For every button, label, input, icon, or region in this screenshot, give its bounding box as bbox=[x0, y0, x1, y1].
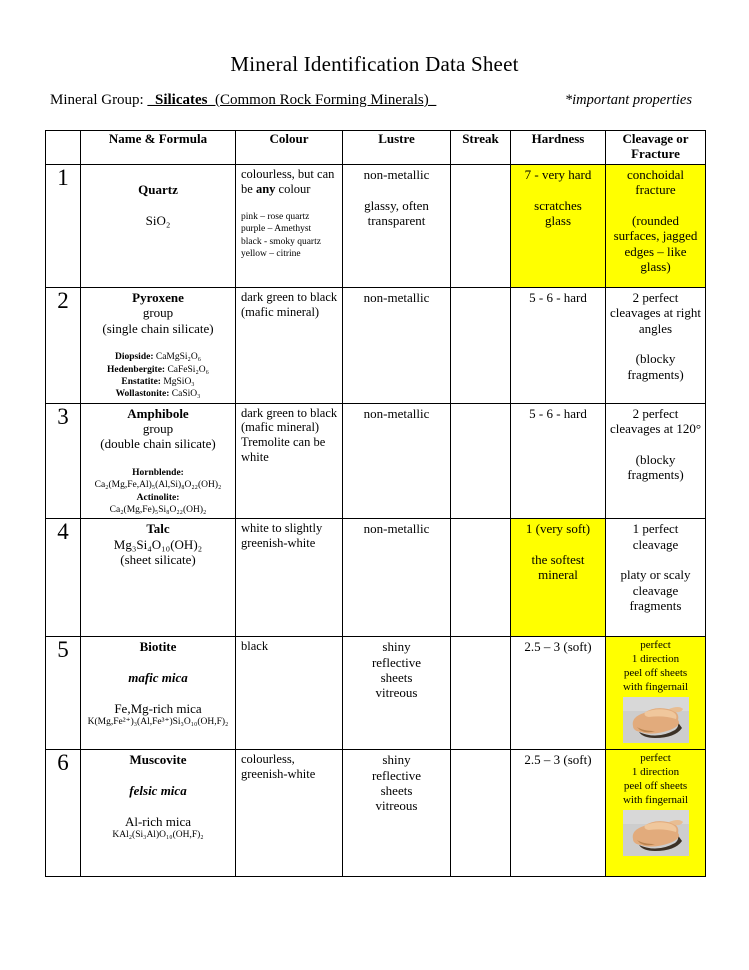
cell-name-formula bbox=[81, 164, 236, 287]
cell-line: sheets bbox=[380, 669, 413, 685]
cell-line: (blocky fragments) bbox=[627, 351, 684, 382]
column-header-4: Streak bbox=[451, 131, 511, 165]
cell-line: 1 direction bbox=[631, 653, 680, 665]
cell-line: SiO₂ bbox=[145, 212, 171, 228]
cell-line: Pyroxene bbox=[132, 289, 184, 305]
page-title: Mineral Identification Data Sheet bbox=[230, 52, 519, 76]
cell-line: purple – Amethyst bbox=[241, 224, 312, 235]
cell-line bbox=[84, 167, 232, 182]
cell-line: Muscovite bbox=[129, 752, 187, 768]
cell-line: 2.5 – 3 (soft) bbox=[524, 639, 592, 655]
cell-colour bbox=[236, 403, 343, 519]
cell-line-part: CaSiO₃ bbox=[171, 389, 201, 400]
cell-line bbox=[84, 685, 232, 700]
cell-line bbox=[84, 452, 232, 467]
cell-cleavage bbox=[606, 637, 706, 750]
cell-line: Hornblende: bbox=[132, 467, 184, 478]
cell-line: black bbox=[241, 639, 269, 654]
column-header-3: Lustre bbox=[343, 131, 451, 165]
important-properties-note: *important properties bbox=[564, 92, 692, 108]
cell-line: perfect bbox=[640, 639, 671, 652]
table-row bbox=[46, 637, 706, 750]
row-number: 6 bbox=[46, 750, 81, 877]
cell-line: Ca₂(Mg,Fe)₅Si₈O₂₂(OH)₂ bbox=[109, 504, 207, 515]
cell-line: platy or scaly cleavage fragments bbox=[620, 567, 691, 613]
cell-line: dark green to black (mafic mineral) bbox=[241, 289, 338, 319]
table-row bbox=[46, 519, 706, 637]
cell-line: colourless, greenish-white bbox=[241, 752, 316, 781]
cell-cleavage bbox=[606, 519, 706, 637]
cell-line: scratches bbox=[534, 197, 582, 213]
cell-line: non-metallic bbox=[363, 166, 430, 182]
cell-line bbox=[346, 182, 447, 197]
cell-lustre bbox=[343, 750, 451, 877]
cell-line: (single chain silicate) bbox=[102, 320, 214, 336]
cell-line: vitreous bbox=[375, 685, 418, 701]
cell-line bbox=[84, 198, 232, 213]
table-row bbox=[46, 287, 706, 403]
cell-line: K(Mg,Fe²⁺)₃(Al,Fe³⁺)Si₃O₁₀(OH,F)₂ bbox=[87, 716, 229, 727]
cell-line: 2 perfect cleavages at 120° bbox=[609, 405, 702, 436]
cell-line: the softest mineral bbox=[531, 551, 585, 583]
cell-line: reflective bbox=[371, 767, 422, 783]
cell-hardness bbox=[511, 287, 606, 403]
cell-line: pink – rose quartz bbox=[241, 212, 310, 223]
cell-name-formula bbox=[81, 519, 236, 637]
cell-line: yellow – citrine bbox=[241, 249, 301, 260]
cell-colour bbox=[236, 164, 343, 287]
cell-name-formula bbox=[81, 287, 236, 403]
cell-streak bbox=[451, 750, 511, 877]
cell-line: peel off sheets bbox=[623, 779, 688, 792]
cell-cleavage bbox=[606, 750, 706, 877]
row-number: 3 bbox=[46, 403, 81, 519]
mineral-group-text bbox=[50, 92, 436, 109]
cell-line: glass bbox=[545, 212, 571, 228]
cell-streak bbox=[451, 287, 511, 403]
cell-colour bbox=[236, 637, 343, 750]
cell-line: Amphibole bbox=[127, 405, 189, 421]
cell-name-formula bbox=[81, 750, 236, 877]
cell-line: with fingernail bbox=[622, 793, 689, 806]
cell-line: (blocky fragments) bbox=[627, 451, 684, 482]
cell-line: 7 - very hard bbox=[524, 166, 592, 182]
table-row bbox=[46, 403, 706, 519]
cell-line: perfect bbox=[640, 752, 671, 765]
cell-line: with fingernail bbox=[622, 680, 689, 693]
cell-line: Actinolite: bbox=[136, 492, 180, 503]
cell-line bbox=[84, 336, 232, 351]
cell-line bbox=[84, 351, 232, 363]
cell-line: KAl₂(Si₃Al)O₁₀(OH,F)₂ bbox=[112, 829, 204, 840]
mineral-group-value: _Silicates_ bbox=[147, 92, 215, 108]
cell-hardness bbox=[511, 403, 606, 519]
cell-line bbox=[241, 196, 339, 211]
cell-line bbox=[609, 336, 702, 351]
cell-line-part: CaFeSi₂O₆ bbox=[167, 364, 209, 375]
cell-line: felsic mica bbox=[129, 782, 187, 798]
cell-hardness bbox=[511, 637, 606, 750]
cell-line: 1 direction bbox=[631, 766, 680, 778]
column-header-1: Name & Formula bbox=[81, 131, 236, 165]
cell-line bbox=[84, 388, 232, 400]
cell-line: group bbox=[142, 305, 174, 321]
cell-line: Talc bbox=[146, 521, 170, 537]
cell-line bbox=[609, 436, 702, 451]
mica-sample-photo bbox=[609, 697, 702, 743]
cell-line-part: any bbox=[255, 181, 276, 196]
mineral-group-suffix: (Common Rock Forming Minerals)_ bbox=[214, 92, 437, 108]
column-header-2: Colour bbox=[236, 131, 343, 165]
cell-name-formula bbox=[81, 637, 236, 750]
cell-line: non-metallic bbox=[363, 289, 430, 305]
cell-line: 1 perfect cleavage bbox=[632, 521, 679, 552]
cell-lustre bbox=[343, 403, 451, 519]
cell-line bbox=[84, 655, 232, 670]
cell-line: white to slightly greenish-white bbox=[241, 521, 323, 550]
cell-line: shiny bbox=[382, 639, 411, 655]
cell-line bbox=[514, 182, 602, 197]
cell-line: Biotite bbox=[139, 639, 177, 655]
cell-line: mafic mica bbox=[128, 669, 188, 685]
cell-line bbox=[84, 364, 232, 376]
cell-line: glassy, often transparent bbox=[364, 197, 429, 228]
table-header bbox=[46, 131, 706, 165]
column-header-5: Hardness bbox=[511, 131, 606, 165]
cell-line: Fe,Mg-rich mica bbox=[114, 700, 202, 716]
cell-line: Mg₃Si₄O₁₀(OH)₂ bbox=[113, 536, 203, 552]
cell-line-part: CaMgSi₂O₆ bbox=[155, 352, 202, 363]
cell-line: vitreous bbox=[375, 798, 418, 814]
cell-line: (sheet silicate) bbox=[120, 551, 196, 567]
cell-line: dark green to black (mafic mineral) Tremolite can be white bbox=[241, 405, 338, 464]
cell-colour bbox=[236, 519, 343, 637]
cell-line bbox=[241, 167, 339, 197]
cell-line: reflective bbox=[371, 654, 422, 670]
cell-hardness bbox=[511, 164, 606, 287]
cell-streak bbox=[451, 637, 511, 750]
cell-name-formula bbox=[81, 403, 236, 519]
cell-cleavage bbox=[606, 164, 706, 287]
cell-line: conchoidal fracture bbox=[626, 166, 685, 198]
cell-line-part: colour bbox=[275, 181, 311, 196]
cell-line bbox=[514, 537, 602, 552]
table-body bbox=[46, 164, 706, 876]
cell-line-part: Wollastonite: bbox=[115, 389, 172, 400]
cell-lustre bbox=[343, 519, 451, 637]
cell-line: black - smoky quartz bbox=[241, 236, 321, 247]
column-header-6: Cleavage or Fracture bbox=[606, 131, 706, 165]
cell-streak bbox=[451, 164, 511, 287]
cell-streak bbox=[451, 519, 511, 637]
cell-cleavage bbox=[606, 403, 706, 519]
cell-line: 2 perfect cleavages at right angles bbox=[610, 289, 701, 336]
row-number: 4 bbox=[46, 519, 81, 637]
cell-cleavage bbox=[606, 287, 706, 403]
cell-line-part: colourless, but can be bbox=[241, 166, 335, 196]
cell-line bbox=[84, 798, 232, 813]
cell-line: Quartz bbox=[138, 182, 178, 198]
cell-hardness bbox=[511, 519, 606, 637]
cell-line: Ca₂(Mg,Fe,Al)₅(Al,Si)₈O₂₂(OH)₂ bbox=[94, 480, 222, 491]
cell-line: (rounded surfaces, jagged edges – like glass) bbox=[613, 212, 698, 274]
cell-lustre bbox=[343, 637, 451, 750]
mineral-group-filled-blank bbox=[147, 92, 436, 108]
row-number: 2 bbox=[46, 287, 81, 403]
cell-line-part: Enstatite: bbox=[121, 376, 164, 387]
mineral-table bbox=[45, 130, 706, 877]
cell-line bbox=[84, 768, 232, 783]
mineral-group-label: Mineral Group: bbox=[50, 92, 144, 108]
row-number: 5 bbox=[46, 637, 81, 750]
cell-line bbox=[609, 198, 702, 213]
cell-line: peel off sheets bbox=[623, 666, 688, 679]
cell-hardness bbox=[511, 750, 606, 877]
cell-streak bbox=[451, 403, 511, 519]
cell-line: non-metallic bbox=[363, 405, 430, 421]
cell-line: 1 (very soft) bbox=[525, 521, 591, 537]
cell-line: group bbox=[142, 420, 174, 436]
cell-line: 5 - 6 - hard bbox=[529, 405, 587, 421]
cell-line-part: Hedenbergite: bbox=[107, 364, 168, 375]
mineral-group-line bbox=[50, 92, 692, 109]
cell-line: 5 - 6 - hard bbox=[529, 289, 587, 305]
cell-colour bbox=[236, 750, 343, 877]
cell-line: (double chain silicate) bbox=[100, 436, 216, 452]
cell-line-part: MgSiO₃ bbox=[163, 376, 195, 387]
column-header-0 bbox=[46, 131, 81, 165]
cell-line: shiny bbox=[382, 752, 411, 768]
cell-lustre bbox=[343, 287, 451, 403]
cell-line: non-metallic bbox=[363, 521, 430, 537]
cell-line bbox=[84, 376, 232, 388]
table-row bbox=[46, 164, 706, 287]
header-row bbox=[46, 131, 706, 165]
cell-line: Al-rich mica bbox=[124, 813, 192, 829]
row-number: 1 bbox=[46, 164, 81, 287]
cell-line bbox=[609, 552, 702, 567]
cell-line-part: Diopside: bbox=[114, 352, 156, 363]
cell-lustre bbox=[343, 164, 451, 287]
cell-line: 2.5 – 3 (soft) bbox=[524, 752, 592, 768]
table-row bbox=[46, 750, 706, 877]
mica-sample-photo bbox=[609, 810, 702, 856]
cell-colour bbox=[236, 287, 343, 403]
cell-line: sheets bbox=[380, 782, 413, 798]
